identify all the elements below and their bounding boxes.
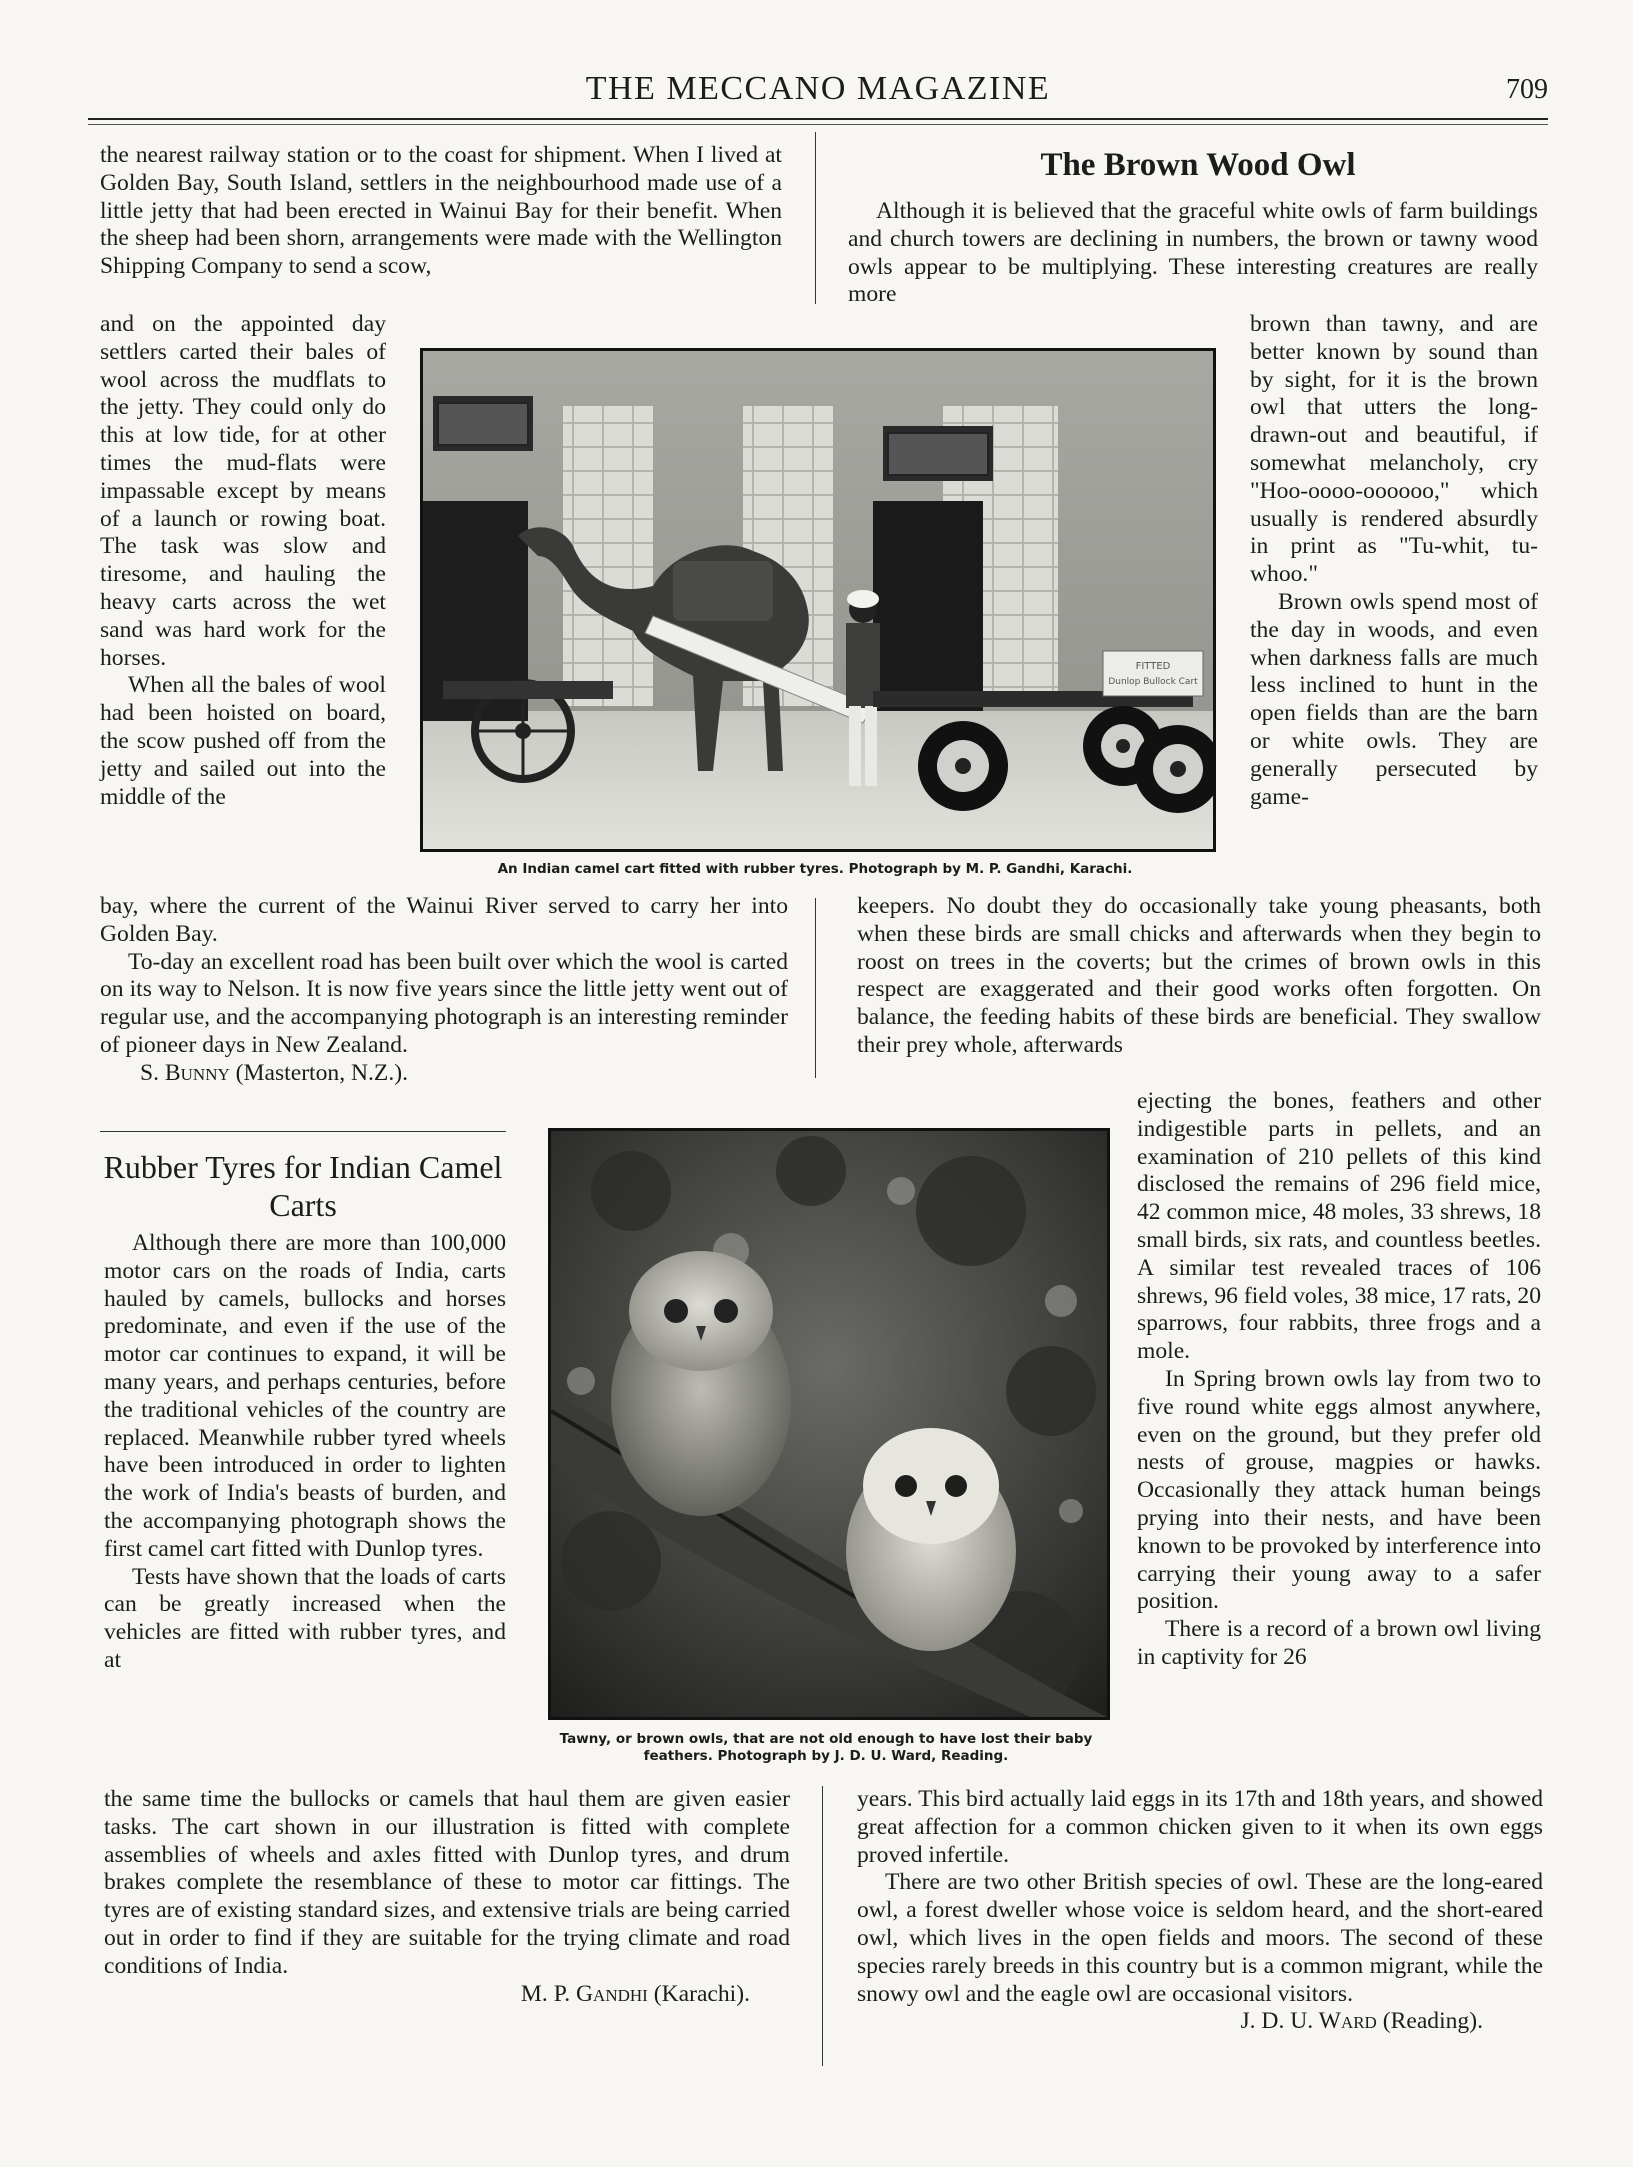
left-sig-place: (Masterton, N.Z.).: [235, 1059, 408, 1086]
owlet-left: [611, 1251, 791, 1516]
owl-photo: [548, 1128, 1110, 1720]
tyres-article-para-1: Although there are more than 100,000 motor cars on the roads of India, carts hauled by camels, bullocks and horses predominate, and even if the use of the motor car continues to expand, it will be many years, and perhaps centuries, before the traditional vehicles of the country are replaced. Meanwhile rubber tyred wheels have been introduced in order to lighten the work of India's beasts of burden, and the accompanying photograph shows the first camel cart fitted with Dunlop tyres.: [104, 1230, 506, 1562]
tyres-article-para-2b: the same time the bullocks or camels that haul them are given easier tasks. The cart shown in our illustration is fitted with complete assemblies of wheels and axles fitted with Dunlop tyres, and drum brakes complete the resemblance of these to motor car fittings. The tyres are of existing standard sizes, and extensive trials are being carried out in order to find if they are suitable for the trying climate and road conditions of India.: [104, 1786, 790, 1979]
owl-article-right-column: [1137, 1088, 1541, 1672]
tyres-article-para-2a: Tests have shown that the loads of carts can be greatly increased when the vehicles are fitted with rubber tyres, and at: [104, 1563, 506, 1673]
tyres-article-column: [104, 1230, 506, 1675]
owlet-right: [846, 1428, 1016, 1651]
tyre-wheel: [918, 721, 1008, 811]
left-sig-name: S. Bunny: [140, 1059, 230, 1086]
left-article-bottom: [100, 893, 788, 1088]
owl-article-bottom: [857, 1786, 1543, 2036]
tyres-sig-place: (Karachi).: [653, 1980, 750, 2007]
tyres-article-signature: [104, 1981, 790, 2009]
camel-cart-photo: [420, 348, 1216, 852]
cart-sign-text-2: Dunlop Bullock Cart: [1108, 677, 1198, 687]
left-article-para-1-cont: and on the appointed day settlers carted their bales of wool across the mudflats to the jetty. They could only do this at low tide, for at other times the mud-flats were impassable except by means of a launch or rowing boat. The task was slow and tiresome, and hauling the heavy carts across the wet sand was hard work for the horses.: [100, 311, 386, 671]
owl-article-para-4a: There is a record of a brown owl living in captivity for 26: [1137, 1616, 1541, 1670]
page-number: 709: [1506, 74, 1548, 105]
owls-illustration: [551, 1131, 1107, 1717]
owl-sig-name: J. D. U. Ward: [1240, 2008, 1377, 2035]
owl-article-para-5: There are two other British species of owl. These are the long-eared owl, a forest dweller whose voice is seldom heard, and the short-eared owl, which lives in the open fields and moors. The second of these species rarely breeds in this country but is a common migrant, while the snowy owl and the eagle owl are occasional visitors.: [857, 1869, 1543, 2007]
left-article-para-2b: bay, where the current of the Wainui River served to carry her into Golden Bay.: [100, 893, 788, 947]
tyres-sig-name: M. P. Gandhi: [520, 1980, 648, 2007]
camel-cart-illustration: [423, 351, 1213, 849]
magazine-title: THE MECCANO MAGAZINE: [585, 70, 1051, 107]
owl-article-para-2c: ejecting the bones, feathers and other indigestible parts in pellets, and an examination of 210 pellets of this kind disclosed the remains of 296 field mice, 42 common mice, 48 moles, 33 shrews, 18 small birds, six rats, and countless beetles. A similar test revealed traces of 106 shrews, 96 field voles, 38 mice, 17 rats, 20 sparrows, four rabbits, three frogs and a mole.: [1137, 1088, 1541, 1365]
left-article-opening: [100, 142, 782, 281]
owl-article-opening: [848, 198, 1538, 309]
left-article-signature: [100, 1060, 788, 1088]
column-divider-bottom: [822, 1786, 823, 2066]
owl-article-signature: [857, 2008, 1543, 2036]
owl-article-para-3: In Spring brown owls lay from two to five round white eggs almost anywhere, even on the ground, but they prefer old nests of grouse, magpies or hawks. Occasionally they attack human beings prying into their nests, and have been known to be provoked by interference into carrying their young away to a safer position.: [1137, 1365, 1541, 1615]
tyres-article-bottom: [104, 1786, 790, 2008]
section-rule: [100, 1131, 506, 1132]
owl-article-para-1-cont: brown than tawny, and are better known by sound than by sight, for it is the brown owl that utters the long-drawn-out and beautiful, if somewhat melancholy, cry "Hoo-oooo-oooooo," which usually is rendered absurdly in print as "Tu-whit, tu-whoo.": [1250, 311, 1538, 588]
column-divider-top: [815, 132, 816, 304]
camel-photo-caption: An Indian camel cart fitted with rubber tyres. Photograph by M. P. Gandhi, Karachi.: [497, 861, 1133, 877]
owl-article-para-2b: keepers. No doubt they do occasionally take young pheasants, both when these birds are small chicks and afterwards when they begin to roost on trees in the coverts; but the crimes of brown owls in this respect are exaggerated and their good works often forgotten. On balance, the feeding habits of these birds are beneficial. They swallow their prey whole, afterwards: [857, 893, 1541, 1058]
owl-article-middle: [857, 893, 1541, 1060]
owl-article-title: The Brown Wood Owl: [1040, 147, 1356, 183]
tyres-article-title: Rubber Tyres for Indian Camel Carts: [103, 1149, 503, 1223]
left-article-para-2a: When all the bales of wool had been hoisted on board, the scow pushed off from the jetty and sailed out into the middle of the: [100, 672, 386, 810]
column-divider-middle: [815, 898, 816, 1078]
header-rule-thin: [88, 124, 1548, 125]
cart-sign-text: FITTED: [1135, 661, 1171, 672]
owl-article-para-2a: Brown owls spend most of the day in woods, and even when darkness falls are much less inclined to hunt in the open fields than are the barn or white owls. They are generally persecuted by game-: [1250, 588, 1538, 810]
owl-article-narrow-column: [1250, 311, 1538, 811]
left-article-narrow-column: [100, 311, 386, 811]
page-header: [88, 70, 1548, 116]
owl-article-para-4b: years. This bird actually laid eggs in its 17th and 18th years, and showed great affection for a common chicken given to it when its own eggs proved infertile.: [857, 1786, 1543, 1868]
header-rule: [88, 118, 1548, 120]
owl-photo-caption: Tawny, or brown owls, that are not old enough to have lost their baby feathers. Photograph by J. D. U. Ward, Reading.: [559, 1731, 1093, 1764]
left-article-para-3: To-day an excellent road has been built over which the wool is carted on its way to Nelson. It is now five years since the little jetty went out of regular use, and the accompanying photograph is an interesting reminder of pioneer days in New Zealand.: [100, 948, 788, 1058]
left-article-para-1: the nearest railway station or to the coast for shipment. When I lived at Golden Bay, South Island, settlers in the neighbourhood made use of a little jetty that had been erected in Wainui Bay for their benefit. When the sheep had been shorn, arrangements were made with the Wellington Shipping Company to send a scow,: [100, 142, 782, 280]
owl-sig-place: (Reading).: [1382, 2008, 1483, 2035]
owl-article-para-1: Although it is believed that the graceful white owls of farm buildings and church towers are declining in numbers, the brown or tawny wood owls appear to be multiplying. These interesting creatures are really more: [848, 198, 1538, 308]
